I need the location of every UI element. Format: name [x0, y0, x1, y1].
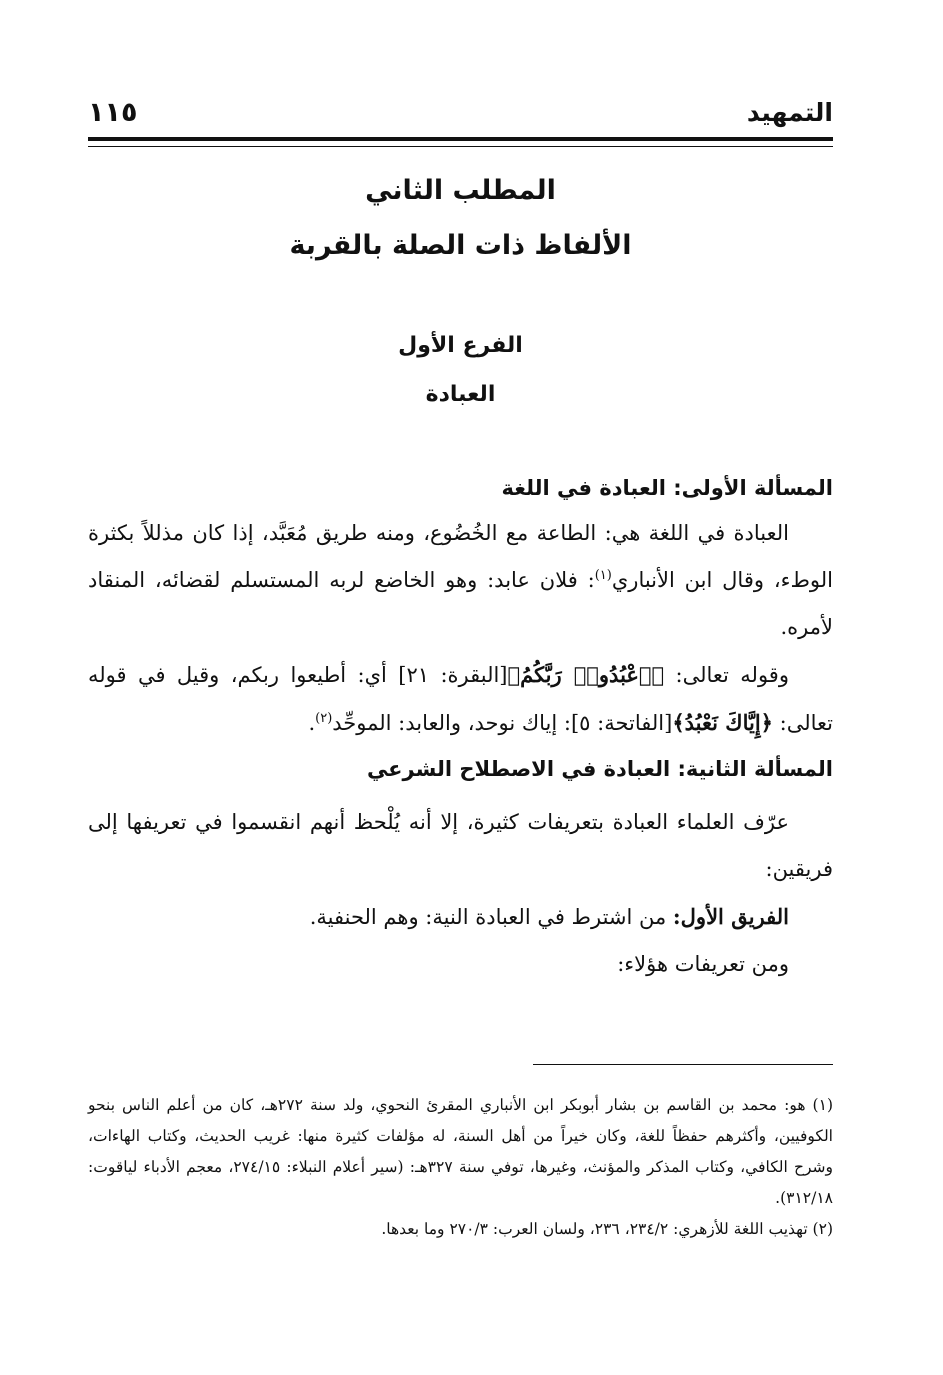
group-1-text: من اشترط في العبادة النية: وهم الحنفية. [309, 905, 673, 929]
footnote-ref-1: (١) [594, 568, 612, 583]
group-1-label: الفريق الأول: [672, 904, 789, 929]
issue-1-heading: المسألة الأولى: العبادة في اللغة [501, 476, 833, 500]
footnote-2: (٢) تهذيب اللغة للأزهري: ٢٣٤/٢، ٢٣٦، ولسان العرب: ٢٧٠/٣ وما بعدها. [381, 1220, 833, 1238]
footnotes [88, 1090, 833, 1245]
running-header-title: التمهيد [746, 97, 833, 127]
footnote-ref-2: (٢) [315, 711, 333, 726]
branch-title-heading: العبادة [425, 382, 496, 407]
branch-heading: الفرع الأول [398, 333, 523, 358]
header-rule-thick [88, 137, 833, 141]
quran-verse-1: ﴿ٱعْبُدُوا۟ رَبَّكُمُ﴾ [507, 662, 665, 687]
definitions-intro: ومن تعريفات هؤلاء: [617, 952, 789, 976]
issue-1-paragraph-2-end: . [308, 711, 316, 735]
issue-1-paragraph-1-text-a: العبادة في اللغة هي: الطاعة مع الخُضُوع، ومنه طريق مُعَبَّد، إذا كان مذللاً بكثرة الوطء، وقال ابن الأنباري [88, 521, 834, 592]
topic-heading: الألفاظ ذات الصلة بالقربة [289, 230, 632, 261]
issue-1-paragraph-1-text-b: : فلان عابد: وهو الخاضع لربه المستسلم لقضائه، المنقاد لأمره. [88, 568, 833, 639]
running-header [88, 92, 833, 132]
issue-1-paragraph-1 [88, 510, 833, 651]
issue-1-paragraph-2-text-b: [البقرة: ٢١] أي: أطيعوا ربكم، وقيل في قوله تعالى: [88, 663, 833, 735]
page-number: ١١٥ [88, 96, 138, 128]
header-rule-thin [88, 146, 833, 147]
quran-verse-2: ﴿إِيَّاكَ نَعْبُدُ﴾ [672, 710, 773, 735]
issue-2-heading: المسألة الثانية: العبادة في الاصطلاح الشرعي [366, 757, 833, 781]
issue-1-paragraph-2-text-c: [الفاتحة: ٥]: إياك نوحد، والعابد: الموحِّد [332, 711, 673, 735]
footnote-1: (١) هو: محمد بن القاسم بن بشار أبوبكر ابن الأنباري المقرئ النحوي، ولد سنة ٢٧٢هـ، كان من أعلم الناس بنحو الكوفيين، وأكثرهم حفظاً للغة، وكان خيراً من أهل السنة، له مؤلفات كثيرة منها: غريب الحديث، وكتاب الهاءات، وشرح الكافي، وكتاب المذكر والمؤنث، وغيرها، توفي سنة ٣٢٧هـ: (سير أعلام النبلاء: ٢٧٤/١٥، معجم الأدباء لياقوت: ٣١٢/١٨). [88, 1096, 833, 1207]
section-heading: المطلب الثاني [365, 175, 556, 206]
issue-1-paragraph-2-text-a: وقوله تعالى: [664, 663, 789, 687]
footnote-separator [533, 1064, 833, 1065]
body-text [88, 466, 833, 988]
issue-2-paragraph-1: عرّف العلماء العبادة بتعريفات كثيرة، إلا أنه يُلْحظ أنهم انقسموا في تعريفها إلى فريقين: [88, 810, 833, 881]
issue-2-group-1 [88, 893, 833, 941]
issue-1-paragraph-2 [88, 651, 833, 747]
